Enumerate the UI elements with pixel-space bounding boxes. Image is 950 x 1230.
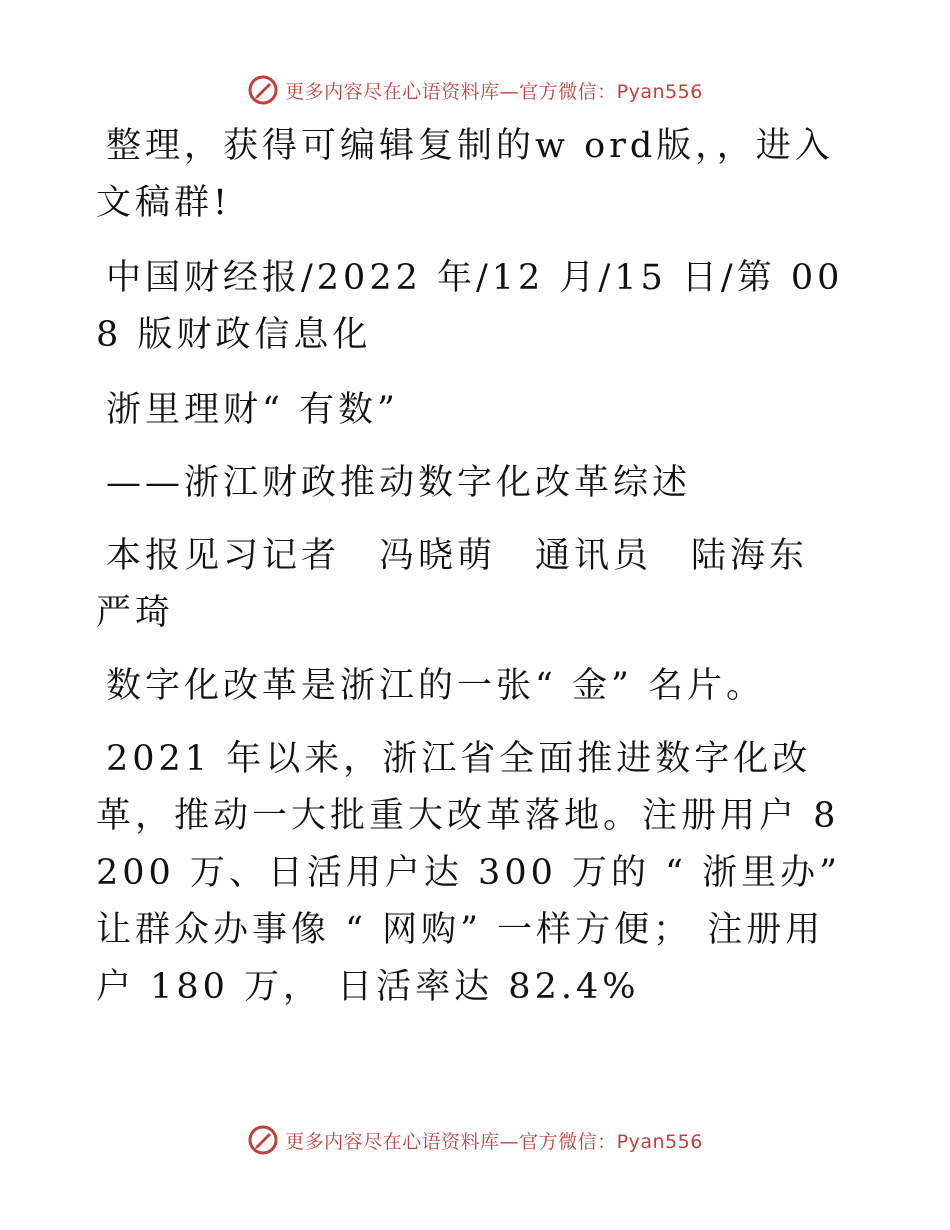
quill-seal-icon — [247, 1124, 279, 1156]
quill-seal-icon — [247, 74, 279, 106]
header-watermark — [0, 70, 950, 110]
article-subtitle: ——浙江财政推动数字化改革综述 — [106, 463, 692, 503]
watermark-account: Pyan556 — [616, 1130, 703, 1153]
watermark-text: 更多内容尽在心语资料库—官方微信：Pyan556 — [285, 80, 703, 103]
intro-note: 整理，获得可编辑复制的w ord版，，进入文稿群! — [96, 126, 834, 223]
watermark-account: Pyan556 — [616, 80, 703, 103]
body-paragraph: 2021 年以来，浙江省全面推进数字化改革，推动一大批重大改革落地。注册用户 8200 万、日活用户达 300 万的 “ 浙里办” 让群众办事像 “ 网购” 一样方便； 注册用户 180 万， 日活率达 82.4% — [96, 739, 842, 1007]
lead-paragraph: 数字化改革是浙江的一张“ 金” 名片。 — [106, 666, 766, 706]
source-line: 中国财经报/2022 年/12 月/15 日/第 008 版财政信息化 — [96, 258, 844, 355]
byline: 本报见习记者 冯晓萌 通讯员 陆海东 严琦 — [96, 536, 848, 633]
footer-watermark — [0, 1120, 950, 1160]
watermark-text: 更多内容尽在心语资料库—官方微信：Pyan556 — [285, 1130, 703, 1153]
document-body — [96, 118, 852, 1034]
article-title: 浙里理财“ 有数” — [106, 390, 399, 430]
